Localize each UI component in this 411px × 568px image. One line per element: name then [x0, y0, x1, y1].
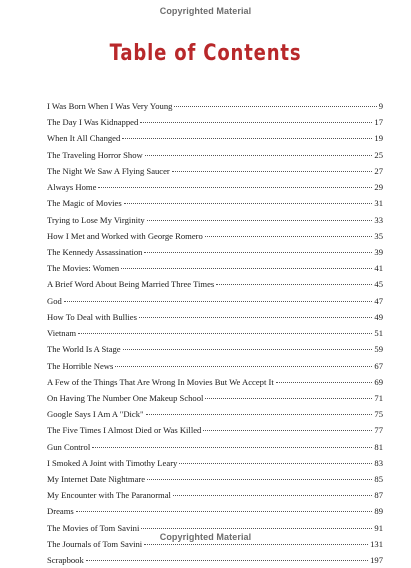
dot-leader — [179, 463, 372, 464]
toc-entry — [47, 374, 383, 390]
toc-entry — [47, 455, 383, 471]
dot-leader — [64, 301, 373, 302]
toc-entry-title: Google Says I Am A "Dick" — [47, 409, 144, 420]
toc-entry-title: The Traveling Horror Show — [47, 149, 143, 160]
toc-entry — [47, 552, 383, 568]
toc-entry-page-number: 197 — [370, 555, 383, 566]
toc-entry-title: The Night We Saw A Flying Saucer — [47, 165, 170, 176]
dot-leader — [86, 560, 368, 561]
toc-entry — [47, 471, 383, 487]
toc-entry-title: My Encounter with The Paranormal — [47, 490, 171, 501]
dot-leader — [276, 382, 373, 383]
dot-leader — [139, 317, 372, 318]
toc-entry — [47, 358, 383, 374]
toc-entry — [47, 341, 383, 357]
dot-leader — [141, 528, 372, 529]
toc-entry-title: On Having The Number One Makeup School — [47, 392, 204, 403]
toc-entry — [47, 147, 383, 163]
toc-entry-title: A Few of the Things That Are Wrong In Movies But We Accept It — [47, 376, 274, 387]
toc-entry-title: Scrapbook — [47, 555, 84, 566]
toc-entry-page-number: 75 — [374, 409, 383, 420]
dot-leader — [122, 138, 372, 139]
dot-leader — [140, 122, 372, 123]
toc-entry-page-number: 77 — [374, 425, 383, 436]
dot-leader — [144, 252, 372, 253]
dot-leader — [173, 495, 372, 496]
toc-entry-title: The Kennedy Assassination — [47, 246, 143, 257]
toc-entry-page-number: 9 — [378, 101, 383, 111]
dot-leader — [216, 284, 372, 285]
toc-entry-title: The Magic of Movies — [47, 198, 122, 209]
toc-entry — [47, 260, 383, 276]
dot-leader — [123, 349, 373, 350]
toc-entry-page-number: 17 — [374, 117, 383, 128]
toc-entry-title: The Journals of Tom Savini — [47, 538, 143, 549]
toc-entry-page-number: 91 — [374, 522, 383, 533]
toc-entry — [47, 390, 383, 406]
toc-entry — [47, 114, 383, 130]
toc-entry-page-number: 83 — [374, 457, 383, 468]
toc-entry — [47, 195, 383, 211]
toc-entry-page-number: 49 — [374, 311, 383, 322]
toc-entry-title: The Five Times I Almost Died or Was Killed — [47, 425, 202, 436]
toc-entry — [47, 487, 383, 503]
dot-leader — [121, 268, 372, 269]
dot-leader — [144, 544, 368, 545]
dot-leader — [98, 187, 372, 188]
toc-entry-page-number: 87 — [374, 490, 383, 501]
toc-entry-title: I Smoked A Joint with Timothy Leary — [47, 457, 178, 468]
toc-entry-title: The Day I Was Kidnapped — [47, 117, 139, 128]
toc-entry-title: The World Is A Stage — [47, 344, 121, 355]
toc-entry-title: How To Deal with Bullies — [47, 311, 137, 322]
dot-leader — [92, 447, 372, 448]
toc-entry — [47, 98, 383, 114]
toc-entry — [47, 325, 383, 341]
dot-leader — [78, 333, 372, 334]
toc-entry-page-number: 19 — [374, 133, 383, 144]
toc-entry-title: The Horrible News — [47, 360, 114, 371]
toc-entry-page-number: 41 — [374, 263, 383, 274]
toc-entry-title: Gun Control — [47, 441, 91, 452]
toc-entry-page-number: 29 — [374, 182, 383, 193]
toc-entry-page-number: 31 — [374, 198, 383, 209]
toc-entry — [47, 228, 383, 244]
toc-entry — [47, 276, 383, 292]
dot-leader — [76, 511, 373, 512]
toc-entry-title: When It All Changed — [47, 133, 121, 144]
dot-leader — [203, 430, 372, 431]
toc-entry — [47, 212, 383, 228]
toc-entry-page-number: 89 — [374, 506, 383, 517]
toc-entry — [47, 130, 383, 146]
toc-entry — [47, 309, 383, 325]
toc-entry-page-number: 131 — [370, 538, 383, 549]
dot-leader — [205, 236, 373, 237]
copyright-banner-top: Copyrighted Material — [159, 6, 252, 16]
toc-entry — [47, 439, 383, 455]
toc-entry-page-number: 39 — [374, 246, 383, 257]
toc-entry-page-number: 51 — [374, 328, 383, 339]
toc-entry-page-number: 59 — [374, 344, 383, 355]
toc-entry — [47, 244, 383, 260]
toc-entry — [47, 163, 383, 179]
toc-entry-page-number: 35 — [374, 230, 383, 241]
toc-entry-title: The Movies: Women — [47, 263, 120, 274]
page-title: Table of Contents — [109, 41, 302, 66]
toc-entry-title: Dreams — [47, 506, 74, 517]
toc-entry-title: I Was Born When I Was Very Young — [47, 101, 173, 111]
dot-leader — [205, 398, 372, 399]
copyright-banner-bottom: Copyrighted Material — [159, 532, 252, 542]
toc-entry-title: The Movies of Tom Savini — [47, 522, 140, 533]
dot-leader — [124, 203, 373, 204]
toc-entry-page-number: 45 — [374, 279, 383, 290]
toc-entry-title: Trying to Lose My Virginity — [47, 214, 145, 225]
toc-entry — [47, 406, 383, 422]
toc-entry-page-number: 33 — [374, 214, 383, 225]
dot-leader — [115, 366, 372, 367]
toc-entry — [47, 422, 383, 438]
toc-entry-page-number: 27 — [374, 165, 383, 176]
toc-entry-page-number: 85 — [374, 474, 383, 485]
dot-leader — [145, 155, 373, 156]
dot-leader — [147, 220, 373, 221]
toc-entry-title: Always Home — [47, 182, 97, 193]
table-of-contents — [47, 98, 383, 568]
toc-entry-title: My Internet Date Nightmare — [47, 474, 146, 485]
toc-entry-page-number: 71 — [374, 392, 383, 403]
toc-entry-page-number: 47 — [374, 295, 383, 306]
toc-entry-title: Vietnam — [47, 328, 77, 339]
toc-entry-title: God — [47, 295, 62, 306]
toc-entry-title: A Brief Word About Being Married Three Times — [47, 279, 215, 290]
toc-entry — [47, 293, 383, 309]
toc-entry-page-number: 67 — [374, 360, 383, 371]
toc-entry — [47, 503, 383, 519]
toc-entry-page-number: 81 — [374, 441, 383, 452]
dot-leader — [147, 479, 372, 480]
dot-leader — [146, 414, 373, 415]
dot-leader — [174, 106, 376, 107]
toc-entry-page-number: 69 — [374, 376, 383, 387]
toc-entry-title: How I Met and Worked with George Romero — [47, 230, 203, 241]
toc-entry-page-number: 25 — [374, 149, 383, 160]
toc-entry — [47, 179, 383, 195]
dot-leader — [172, 171, 373, 172]
